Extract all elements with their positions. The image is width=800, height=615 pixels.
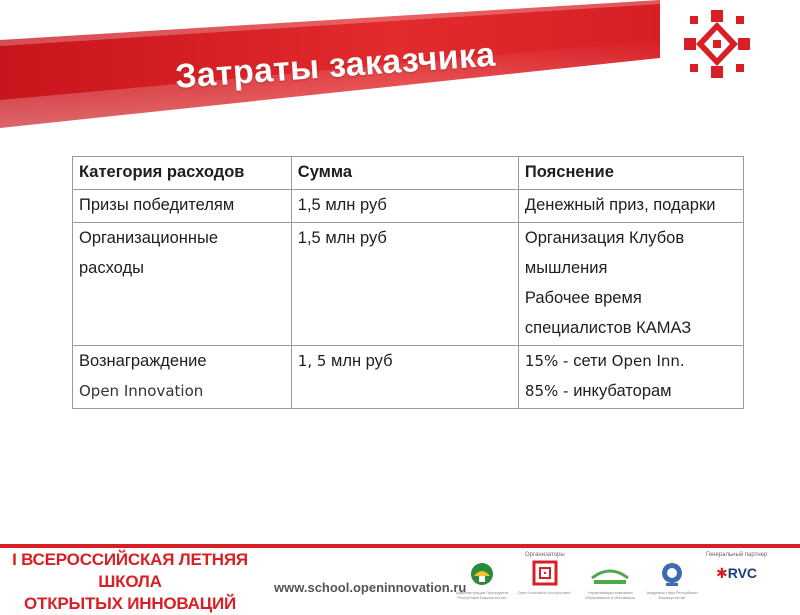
cell-category <box>73 346 292 409</box>
table-header-row <box>73 157 744 190</box>
note-suffix: Open Inn. <box>606 352 685 370</box>
table-row <box>73 223 744 346</box>
note-line: Рабочее время специалистов КАМАЗ <box>524 289 692 337</box>
school-line: I ВСЕРОССИЙСКАЯ ЛЕТНЯЯ ШКОЛА <box>12 550 248 591</box>
header-sum: Сумма <box>291 157 518 190</box>
cell-category: Призы победителям <box>73 190 292 223</box>
page-title: Затраты заказчика <box>174 35 497 96</box>
rvc-star-icon: ✱ <box>716 565 728 581</box>
note-word: сети <box>573 352 607 370</box>
general-partner-label: Генеральный партнер <box>706 552 768 558</box>
website-link[interactable]: www.school.openinnovation.ru <box>274 580 467 595</box>
partner-caption: Академия Наук Республики Башкортостан <box>646 590 698 600</box>
open-innovation-logo-icon <box>524 560 564 590</box>
note-line <box>525 376 737 406</box>
partner-caption: Open Innovation Incorporated <box>517 590 571 595</box>
rvc-label: RVC <box>727 565 758 581</box>
header-category: Категория расходов <box>73 157 292 190</box>
cell-note <box>518 346 743 409</box>
cost-table <box>72 156 744 409</box>
education-innovation-logo-icon <box>590 560 630 590</box>
note-percent: 85% - <box>524 382 574 400</box>
ornament-logo-icon <box>682 8 752 80</box>
cell-note <box>518 223 743 346</box>
category-sub: Open Innovation <box>79 382 204 400</box>
partner-caption: Администрация Президента Республики Башкортостан <box>455 590 509 600</box>
table-row <box>73 346 744 409</box>
cell-sum: 1,5 млн руб <box>291 190 518 223</box>
cell-sum: 1,5 млн руб <box>291 223 518 346</box>
category-main: Вознаграждение <box>79 352 207 370</box>
school-name <box>0 549 260 615</box>
partner-caption: Управляющая компания Образование и Инновации <box>585 590 635 600</box>
bashkortostan-emblem-icon <box>462 560 502 590</box>
cell-note: Денежный приз, подарки <box>518 190 743 223</box>
note-word: инкубаторам <box>573 382 672 400</box>
header-note: Пояснение <box>518 157 743 190</box>
note-line: Организация Клубов мышления <box>524 229 685 277</box>
note-percent: 15% - <box>524 352 574 370</box>
cell-category: Организационные расходы <box>73 223 292 346</box>
organizers-label: Организаторы <box>525 552 565 558</box>
cell-sum <box>291 346 518 409</box>
academy-of-sciences-logo-icon <box>652 560 692 590</box>
note-line <box>525 346 737 376</box>
school-line: ОТКРЫТЫХ ИННОВАЦИЙ <box>23 594 236 613</box>
table-row <box>73 190 744 223</box>
footer-divider <box>0 544 800 548</box>
rvc-logo <box>716 565 757 582</box>
sum-number: 1, 5 <box>297 352 327 370</box>
sum-unit: млн руб <box>326 352 393 370</box>
